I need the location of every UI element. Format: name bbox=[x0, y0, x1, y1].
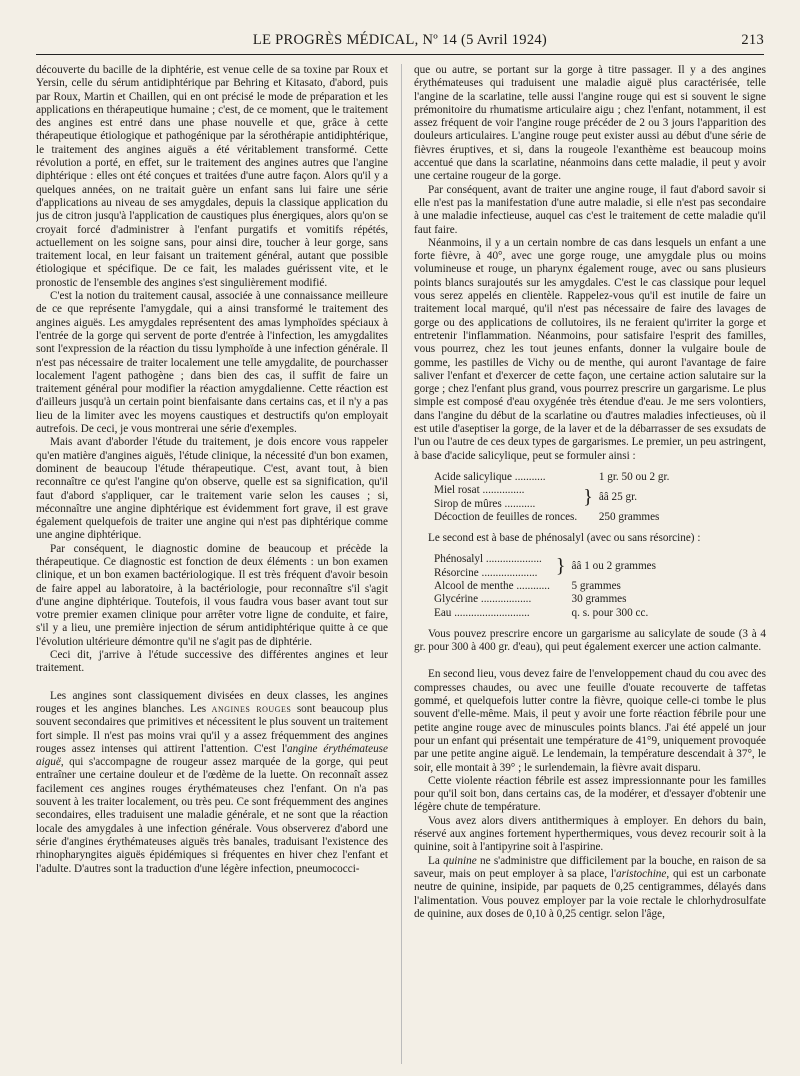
quantity: ââ 25 gr. bbox=[598, 490, 638, 503]
text-run: , qui est un carbonate neutre de quinine, insipide, par paquets de 0,25 centigrammes, délayés dans l'alimentation. Vous pouvez employer par la voie rectale le chlorhydrosulfate de quinine, aux doses de 0,10 à 0,25 centigr. selon l'âge, bbox=[414, 867, 766, 920]
text-run: sont beaucoup plus souvent secondaires que primitives et nécessitent le plus souvent un traitement fort simple. Il n'est pas moins vrai qu'il y a assez fréquemment des angines rouges assez intenses qui attirent l'attention. C'est l' bbox=[36, 702, 388, 755]
quantity: 250 grammes bbox=[598, 510, 660, 523]
paragraph: Vous pouvez prescrire encore un gargarisme au salicylate de soude (3 à 4 gr. pour 300 à 400 gr. d'eau), qui peut également exercer une action calmante. bbox=[414, 627, 766, 654]
italic-term: angine érythémateuse aiguë bbox=[36, 742, 388, 769]
table-row bbox=[430, 511, 673, 524]
quantity: ââ 1 ou 2 grammes bbox=[571, 560, 657, 573]
quantity: 30 grammes bbox=[571, 593, 627, 606]
paragraph: Vous avez alors divers antithermiques à employer. En dehors du bain, réservé aux angines fortement hyperthermiques, vous devez recourir soit à la quinine, soit à l'antipyrine soit à l'aspirine. bbox=[414, 814, 766, 854]
brace: } bbox=[583, 486, 593, 508]
prescription-table-1 bbox=[430, 471, 673, 524]
ingredient: Phénosalyl .................... bbox=[434, 553, 542, 566]
paragraph: Néanmoins, il y a un certain nombre de cas dans lesquels un enfant a une forte fièvre, à 40°, avec une gorge rouge, une amygdale plus ou moins volumineuse et rouge, un pharynx également rouge, avec ou sans plusieurs points blancs surajoutés sur les amygdales. C'est le cas classique pour lequel vous serez appelés en clientèle. Rappelez-vous qu'il est inutile de faire un traitement local marqué, qu'il n'est pas nécessaire de faire des lavages de gorge ou des applications de collutoires, ils ne feraient qu'irriter la gorge et entretenir l'inflammation. Néanmoins, pour satisfaire l'esprit des familles, vous pourrez, chez les tout jeunes enfants, donner la vulgaire boule de gomme, les pastilles de Vichy ou de menthe, qui auront l'avantage de faire saliver l'enfant et d'exercer de cette façon, une certaine action salutaire sur la gorge ; chez l'enfant plus grand, vous pourrez prescrire un gargarisme. Le plus simple est composé d'eau oxygénée très étendue d'eau. Je me sers volontiers, dans l'angine du début de la scarlatine ou d'autres maladies infectieuses, où il est utile d'aseptiser la gorge, de la laver et de la débarrasser de ses exsudats de l'un ou l'autre de ces deux types de gargarismes. Le premier, un peu astringent, à base d'acide salicylique, peut se formuler ainsi : bbox=[414, 236, 766, 462]
paragraph bbox=[36, 690, 388, 876]
quantity: 5 grammes bbox=[571, 579, 621, 592]
quantity: 1 gr. 50 ou 2 gr. bbox=[598, 470, 670, 483]
quantity: q. s. pour 300 cc. bbox=[571, 606, 649, 619]
ingredient: Miel rosat ............... bbox=[434, 484, 525, 497]
table-row bbox=[430, 484, 673, 497]
brace: } bbox=[555, 555, 566, 578]
ingredient: Alcool de menthe ............ bbox=[434, 579, 550, 592]
paragraph: En second lieu, vous devez faire de l'enveloppement chaud du cou avec des compresses chaudes, ou avec une feuille d'ouate recouverte de taffetas gommé, et quelquefois lutter contre la fièvre, quoique celle-ci tombe le plus souvent d'elle-même. Mais, il peut y avoir une forte réaction fébrile pour une petite angine rouge avec de minuscules points blancs. J'ai été appelé un jour pour un enfant qui présentait une température de 41°9, uniquement provoquée par une petite angine aiguë. Le lendemain, la température descendait à 37°, le soir, elle montait à 39° ; le surlendemain, la fièvre avait disparu. bbox=[414, 668, 766, 774]
italic-term: aristochine bbox=[616, 867, 667, 880]
column-divider bbox=[401, 64, 402, 1064]
ingredient: Glycérine .................. bbox=[434, 593, 532, 606]
paragraph: Le second est à base de phénosalyl (avec ou sans résorcine) : bbox=[428, 532, 701, 545]
left-column bbox=[36, 64, 388, 1064]
paragraph: C'est la notion du traitement causal, associée à une connaissance meilleure de ce que représente l'amygdale, qui a ainsi transformé le traitement des angines aiguës. Les amygdales représentent des amas lymphoïdes spéciaux à l'entrée de la gorge qui servent de porte d'entrée à l'infection, les amygdalites sont l'expression de la réaction du tissu lymphoïde à une infection générale. Il n'est pas nécessaire de traiter localement une telle amygdalite, de pourchasser localement l'agent pathogène ; dans bien des cas, il suffit de faire un traitement général pour modifier la réaction amygdalienne. Cette réaction est d'ailleurs jusqu'à un certain point bienfaisante dans certains cas, et il n'y a pas lieu de la limiter avec les moyens caustiques et destructifs qu'on employait autrefois. De ceci, je vous montrerai une série d'exemples. bbox=[36, 290, 388, 436]
ingredient: Eau ........................... bbox=[434, 606, 530, 619]
paragraph: découverte du bacille de la diphtérie, est venue celle de sa toxine par Roux et Yersin, celle du sérum antidiphtérique par Behring et Kitasato, d'abord, puis par Roux, Martin et Chaillen, qui en ont précisé le mode de préparation et les applications en thérapeutique humaine ; c'est, de ce moment, que le traitement des angines est entré dans une phase nouvelle et que, grâce à cette thérapeutique étiologique et pathogénique par la sérothérapie antidiphtérique, le traitement des angines aiguës a été véritablement transformé. Cette révolution a porté, en effet, sur le traitement des angines autres que l'angine diphtérique : elles ont été conçues et traitées d'une autre façon. Alors qu'il y a quelques années, on ne traitait guère un enfant sans lui faire une série d'applications au niveau de ses amygdales, depuis la classique application du jus de citron jusqu'à l'application de caustiques plus énergiques, alors qu'on se croyait forcé d'administrer à l'enfant purgatifs et vomitifs répétés, actuellement on les soigne sans, pour ainsi dire, toucher à leur gorge, sans traitement local, en leur faisant un traitement général, autant que possible étiologique et spécifique. De ce fait, les malades guérissent vite, et le pronostic de l'ensemble des angines s'est singulièrement modifié. bbox=[36, 64, 388, 289]
table-row bbox=[430, 593, 660, 606]
paragraph: Cette violente réaction fébrile est assez impressionnante pour les familles pour qu'il soit bon, dans certains cas, de la modérer, et d'essayer d'obtenir une légère chute de température. bbox=[414, 774, 766, 814]
table-row bbox=[430, 607, 660, 620]
table-row bbox=[430, 580, 660, 593]
paragraph: Par conséquent, le diagnostic domine de beaucoup et précède la thérapeutique. Ce diagnostic est fonction de deux éléments : un bon examen clinique, et un bon examen bactériologique. Il est très fréquent d'avoir besoin de faire appel au laboratoire, à la bactériologie, pour reconnaître s'il s'agit d'une angine diphtérique. Toutefois, il vous faudra vous baser avant tout sur votre premier examen clinique pour arrêter votre ligne de conduite, et faire, s'il y a lieu, une première injection de sérum antidiphtérique quitte à ce que l'évolution ultérieure démontre qu'il ne s'agit pas de diphtérie. bbox=[36, 542, 388, 648]
ingredient: Acide salicylique ........... bbox=[434, 470, 546, 483]
text-run: Les angines sont classiquement divisées en deux classes, les angines rouges et les angines blanches. Les bbox=[36, 689, 388, 715]
paragraph: Ceci dit, j'arrive à l'étude successive des différentes angines et leur traitement. bbox=[36, 649, 388, 675]
journal-title: LE PROGRÈS MÉDICAL, Nº 14 (5 Avril 1924) bbox=[252, 32, 548, 48]
paragraph: que ou autre, se portant sur la gorge à titre passager. Il y a des angines érythémateuses qui traduisent une maladie aiguë plus caractérisée, telle l'angine de la scarlatine, telle aussi l'angine rouge qui est si souvent le signe prémonitoire du rhumatisme articulaire aigu ; chez l'enfant, notamment, il est assez fréquent de voir l'angine rouge précéder de 2 ou 3 jours l'apparition des douleurs articulaires. L'angine rouge peut exister aussi au début d'une série de fièvres éruptives, et si, dans la rougeole l'exanthème est beaucoup moins accentué que dans la scarlatine, néanmoins dans cette maladie, il peut y avoir une certaine rougeur de la gorge. bbox=[414, 64, 766, 183]
page-number: 213 bbox=[741, 32, 764, 48]
ingredient: Résorcine .................... bbox=[434, 566, 538, 579]
ingredient: Décoction de feuilles de ronces. bbox=[434, 510, 578, 523]
table-row bbox=[430, 553, 660, 566]
table-row bbox=[430, 471, 673, 484]
small-caps-term: angines rouges bbox=[211, 702, 292, 715]
italic-term: quinine bbox=[443, 854, 477, 867]
paragraph: Mais avant d'aborder l'étude du traitement, je dois encore vous rappeler qu'en matière d'angines aiguës, l'étude clinique, la nécessité d'un bon examen, dominent de beaucoup l'étude thérapeutique. C'est, avant tout, à bien reconnaître ce qu'est l'angine qu'on observe, quelle est sa signification, qu'il faut d'abord s'appliquer, car le traitement varie selon les causes ; si, méconnaître une angine diphtérique est évidemment fort grave, il est grave également quelquefois de traiter une angine qui n'est pas diphtérique comme une angine diphtérique. bbox=[36, 436, 388, 542]
prescription-table-2 bbox=[430, 553, 660, 619]
paragraph: Par conséquent, avant de traiter une angine rouge, il faut d'abord savoir si elle n'est pas la manifestation d'une autre maladie, si elle n'est pas secondaire à une maladie infectieuse, auquel cas c'est le traitement de cette maladie qu'il faut faire. bbox=[414, 183, 766, 236]
running-header bbox=[36, 30, 764, 55]
ingredient: Sirop de mûres ........... bbox=[434, 497, 536, 510]
paragraph bbox=[414, 855, 766, 921]
text-run: La bbox=[428, 854, 440, 867]
text-run: , qui s'accompagne de rougeur assez marquée de la gorge, qui peut entraîner une certaine douleur et de l'œdème de la luette. On reconnaît assez facilement ces angines rouges érythémateuses chez l'enfant. On n'a pas souvent à les traiter localement, ou très peu. Ce sont fréquemment des angines secondaires, elles traduisent une maladie générale, et ne sont que la réaction locale des amygdales à une infection générale. Vous observerez d'abord une série d'angines érythémateuses aiguës très banales, traduisant l'existence des rhinopharyngites aiguës épidémiques si fréquentes en hiver chez l'enfant et l'adulte. D'autres sont la traduction d'une légère infection, pneumococci- bbox=[36, 756, 388, 875]
right-column bbox=[414, 64, 766, 1064]
text-run: ne s'administre que difficilement par la bouche, en raison de sa saveur, mais on peut employer à sa place, l' bbox=[414, 854, 766, 880]
